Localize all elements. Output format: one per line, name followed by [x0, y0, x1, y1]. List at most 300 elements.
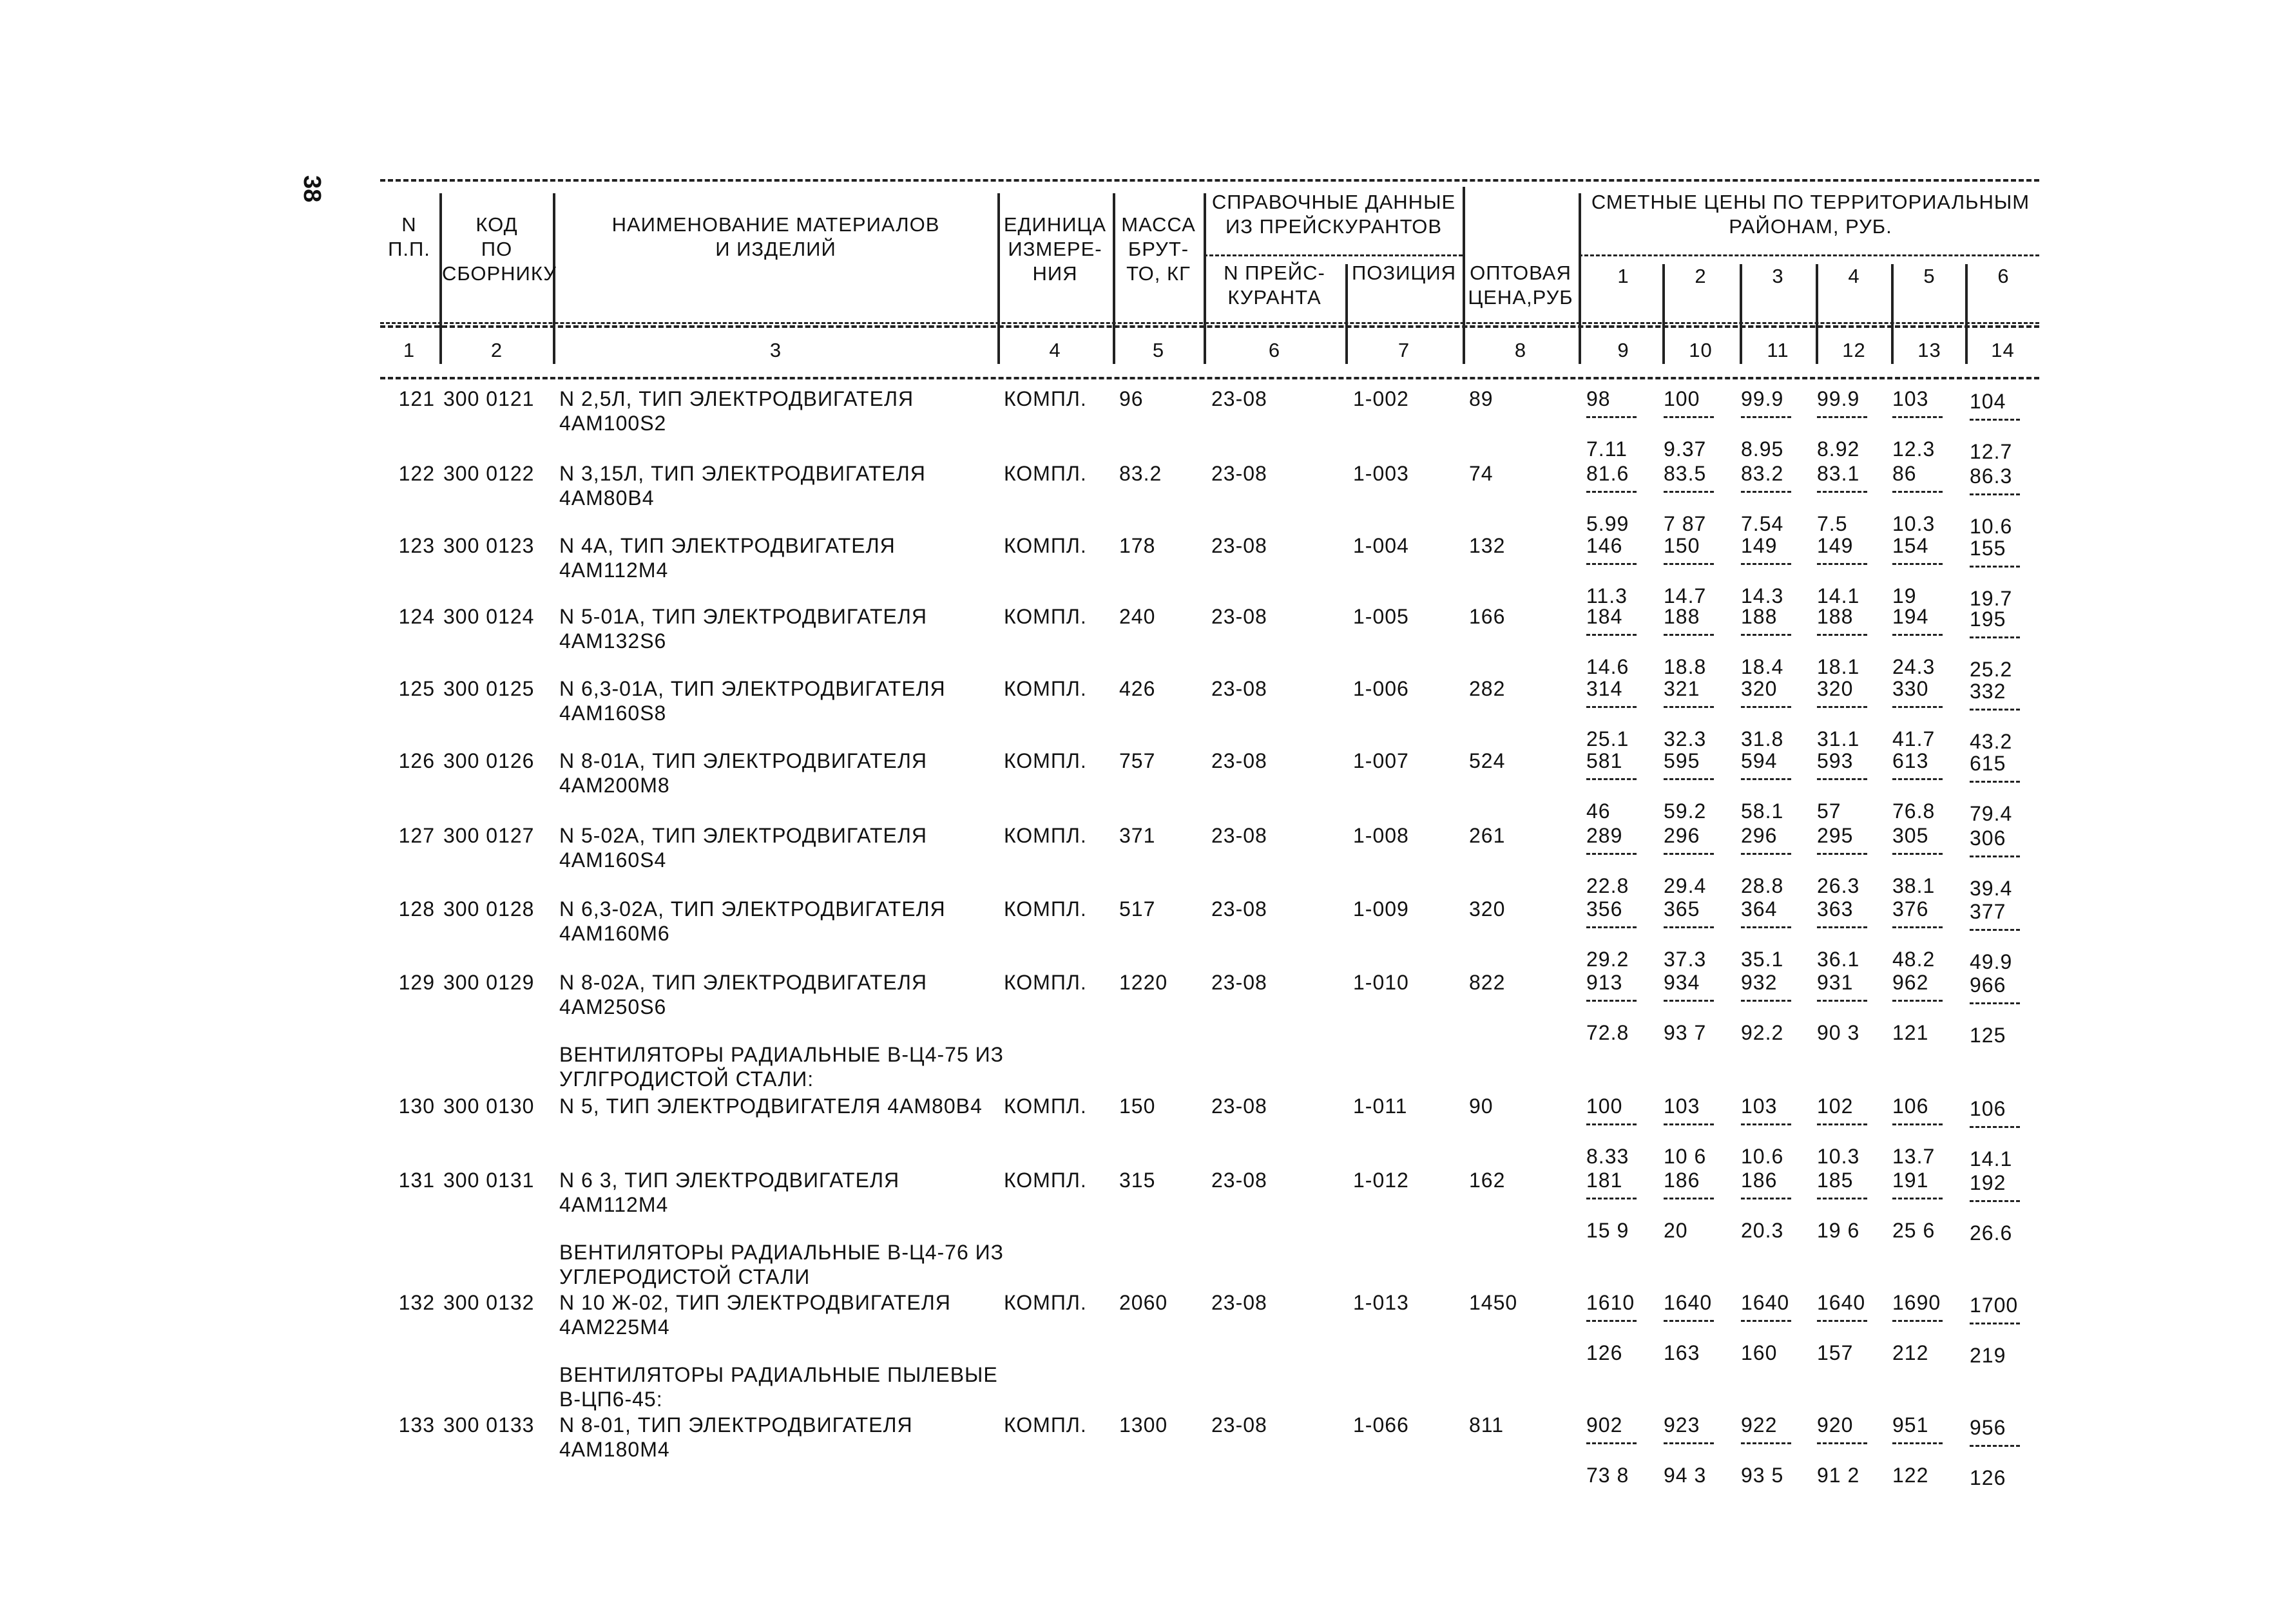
region-wage-3: 10.6: [1741, 1145, 1784, 1168]
fraction-line: [1970, 781, 2020, 783]
region-wage-3: 20.3: [1741, 1219, 1784, 1242]
header-region-1: 1: [1617, 265, 1629, 287]
header-rule: [1204, 254, 1463, 256]
header-region-6: 6: [1997, 265, 2010, 287]
fraction-line: [1586, 416, 1637, 418]
fraction-line: [1664, 416, 1714, 418]
header-region-4: 4: [1848, 265, 1860, 287]
row-code: 300 0124: [443, 605, 535, 628]
row-position: 1-011: [1353, 1094, 1408, 1118]
fraction-line: [1817, 926, 1867, 928]
region-wage-4: 157: [1817, 1341, 1854, 1364]
header-n: N П.П.: [388, 213, 430, 260]
fraction-line: [1586, 1000, 1637, 1002]
region-price-6: 86.3: [1970, 464, 2013, 488]
column-number-4: 4: [1049, 339, 1061, 361]
row-number: 122: [398, 462, 435, 485]
row-code: 300 0121: [443, 387, 535, 410]
region-price-1: 356: [1586, 897, 1623, 921]
row-pricelist: 23-08: [1211, 1094, 1267, 1118]
row-number: 132: [398, 1291, 435, 1314]
row-unit: КОМПЛ.: [1004, 1169, 1087, 1192]
region-wage-3: 7.54: [1741, 512, 1784, 535]
region-price-2: 150: [1664, 534, 1700, 557]
fraction-line: [1817, 1123, 1867, 1125]
row-wholesale-price: 320: [1469, 897, 1506, 921]
row-name: N 10 Ж-02, ТИП ЭЛЕКТРОДВИГАТЕЛЯ: [559, 1291, 951, 1314]
region-wage-1: 15 9: [1586, 1219, 1629, 1242]
row-pricelist: 23-08: [1211, 677, 1267, 700]
region-wage-6: 25.2: [1970, 658, 2013, 681]
region-price-5: 613: [1892, 749, 1929, 772]
region-price-1: 184: [1586, 605, 1623, 628]
row-name: N 5-01А, ТИП ЭЛЕКТРОДВИГАТЕЛЯ: [559, 605, 927, 628]
region-price-4: 320: [1817, 677, 1854, 700]
region-wage-2: 20: [1664, 1219, 1688, 1242]
row-position: 1-009: [1353, 897, 1409, 921]
fraction-line: [1664, 1198, 1714, 1199]
region-wage-3: 93 5: [1741, 1464, 1784, 1487]
region-price-2: 595: [1664, 749, 1700, 772]
row-unit: КОМПЛ.: [1004, 1291, 1087, 1314]
section-title: ВЕНТИЛЯТОРЫ РАДИАЛЬНЫЕ В-Ц4-75 ИЗ УГЛГРОДИСТОЙ СТАЛИ:: [559, 1043, 1004, 1091]
row-wholesale-price: 811: [1469, 1413, 1504, 1437]
region-price-5: 86: [1892, 462, 1917, 485]
region-price-6: 155: [1970, 537, 2006, 560]
row-position: 1-006: [1353, 677, 1409, 700]
row-mass: 757: [1119, 749, 1156, 772]
fraction-line: [1741, 926, 1791, 928]
fraction-line: [1892, 1320, 1943, 1322]
region-wage-3: 31.8: [1741, 727, 1784, 750]
column-number-5: 5: [1152, 339, 1165, 361]
row-name-type: 4АМ200М8: [559, 774, 670, 797]
column-number-1: 1: [403, 339, 416, 361]
region-wage-5: 10.3: [1892, 512, 1936, 535]
region-price-3: 594: [1741, 749, 1778, 772]
fraction-line: [1970, 566, 2020, 568]
header-position: ПОЗИЦИЯ: [1352, 262, 1456, 284]
region-wage-6: 219: [1970, 1344, 2006, 1367]
fraction-line: [1970, 855, 2020, 857]
column-number-14: 14: [1991, 339, 2015, 361]
row-position: 1-013: [1353, 1291, 1409, 1314]
region-wage-1: 8.33: [1586, 1145, 1629, 1168]
column-number-7: 7: [1398, 339, 1410, 361]
row-unit: КОМПЛ.: [1004, 677, 1087, 700]
row-code: 300 0131: [443, 1169, 535, 1192]
region-price-3: 149: [1741, 534, 1778, 557]
row-mass: 240: [1119, 605, 1156, 628]
region-price-6: 615: [1970, 752, 2006, 775]
column-number-8: 8: [1514, 339, 1527, 361]
region-price-6: 104: [1970, 390, 2006, 413]
region-wage-6: 49.9: [1970, 950, 2013, 973]
column-number-6: 6: [1268, 339, 1281, 361]
region-wage-3: 18.4: [1741, 655, 1784, 678]
row-name-type: 4АМ180М4: [559, 1438, 670, 1461]
region-wage-2: 18.8: [1664, 655, 1707, 678]
row-position: 1-066: [1353, 1413, 1409, 1437]
header-region-5: 5: [1923, 265, 1936, 287]
region-price-3: 364: [1741, 897, 1778, 921]
row-pricelist: 23-08: [1211, 534, 1267, 557]
row-wholesale-price: 282: [1469, 677, 1506, 700]
region-price-6: 956: [1970, 1416, 2006, 1439]
row-name: N 8-01А, ТИП ЭЛЕКТРОДВИГАТЕЛЯ: [559, 749, 927, 772]
region-price-5: 154: [1892, 534, 1929, 557]
row-name-type: 4АМ112М4: [559, 559, 669, 582]
fraction-line: [1586, 778, 1637, 780]
fraction-line: [1892, 1123, 1943, 1125]
fraction-line: [1586, 1198, 1637, 1199]
fraction-line: [1892, 926, 1943, 928]
row-code: 300 0132: [443, 1291, 535, 1314]
region-price-3: 83.2: [1741, 462, 1784, 485]
header-code: КОД ПО СБОРНИКУ: [442, 213, 557, 285]
region-price-1: 314: [1586, 677, 1623, 700]
header-unit: ЕДИНИЦА ИЗМЕРЕ- НИЯ: [1003, 213, 1107, 285]
region-price-5: 103: [1892, 387, 1929, 410]
region-wage-2: 94 3: [1664, 1464, 1707, 1487]
row-pricelist: 23-08: [1211, 387, 1267, 410]
fraction-line: [1892, 706, 1943, 708]
region-wage-6: 43.2: [1970, 730, 2013, 753]
region-price-2: 934: [1664, 971, 1700, 994]
region-wage-4: 31.1: [1817, 727, 1860, 750]
row-number: 123: [398, 534, 435, 557]
region-price-2: 188: [1664, 605, 1700, 628]
region-wage-4: 7.5: [1817, 512, 1848, 535]
row-number: 128: [398, 897, 435, 921]
fraction-line: [1970, 709, 2020, 711]
column-number-3: 3: [769, 339, 782, 361]
region-price-3: 296: [1741, 824, 1778, 847]
region-wage-2: 93 7: [1664, 1021, 1707, 1044]
row-wholesale-price: 261: [1469, 824, 1506, 847]
region-wage-1: 5.99: [1586, 512, 1629, 535]
row-number: 133: [398, 1413, 435, 1437]
row-mass: 178: [1119, 534, 1156, 557]
region-wage-6: 125: [1970, 1024, 2006, 1047]
fraction-line: [1970, 636, 2020, 638]
fraction-line: [1741, 416, 1791, 418]
region-wage-6: 10.6: [1970, 515, 2013, 538]
row-mass: 96: [1119, 387, 1144, 410]
row-unit: КОМПЛ.: [1004, 971, 1087, 994]
region-wage-2: 32.3: [1664, 727, 1707, 750]
region-wage-6: 12.7: [1970, 440, 2013, 463]
row-unit: КОМПЛ.: [1004, 387, 1087, 410]
row-mass: 426: [1119, 677, 1156, 700]
row-pricelist: 23-08: [1211, 897, 1267, 921]
region-wage-2: 163: [1664, 1341, 1700, 1364]
row-code: 300 0127: [443, 824, 535, 847]
row-mass: 517: [1119, 897, 1156, 921]
row-wholesale-price: 74: [1469, 462, 1494, 485]
row-number: 127: [398, 824, 435, 847]
region-wage-4: 26.3: [1817, 874, 1860, 897]
row-number: 121: [398, 387, 435, 410]
region-price-3: 320: [1741, 677, 1778, 700]
region-wage-6: 14.1: [1970, 1147, 2013, 1170]
region-wage-5: 19: [1892, 584, 1917, 607]
fraction-line: [1586, 853, 1637, 855]
fraction-line: [1817, 491, 1867, 493]
row-pricelist: 23-08: [1211, 824, 1267, 847]
region-wage-6: 39.4: [1970, 877, 2013, 900]
region-price-4: 363: [1817, 897, 1854, 921]
section-title: ВЕНТИЛЯТОРЫ РАДИАЛЬНЫЕ ПЫЛЕВЫЕ В-ЦП6-45:: [559, 1363, 998, 1411]
header-pricelist: N ПРЕЙС- КУРАНТА: [1224, 262, 1325, 309]
header-regions: СМЕТНЫЕ ЦЕНЫ ПО ТЕРРИТОРИАЛЬНЫМ РАЙОНАМ, РУБ.: [1591, 191, 2030, 238]
region-wage-1: 126: [1586, 1341, 1623, 1364]
region-wage-3: 8.95: [1741, 437, 1784, 461]
region-price-3: 103: [1741, 1094, 1778, 1118]
fraction-line: [1586, 926, 1637, 928]
fraction-line: [1817, 634, 1867, 636]
row-position: 1-008: [1353, 824, 1409, 847]
region-price-6: 377: [1970, 900, 2006, 923]
region-price-1: 98: [1586, 387, 1611, 410]
row-mass: 1300: [1119, 1413, 1168, 1437]
region-wage-1: 22.8: [1586, 874, 1629, 897]
section-title: ВЕНТИЛЯТОРЫ РАДИАЛЬНЫЕ В-Ц4-76 ИЗ УГЛЕРОДИСТОЙ СТАЛИ: [559, 1241, 1004, 1288]
column-divider: [1579, 193, 1581, 364]
row-wholesale-price: 162: [1469, 1169, 1506, 1192]
region-wage-1: 14.6: [1586, 655, 1629, 678]
row-code: 300 0128: [443, 897, 535, 921]
region-price-1: 581: [1586, 749, 1623, 772]
fraction-line: [1741, 706, 1791, 708]
region-price-1: 902: [1586, 1413, 1623, 1437]
region-price-2: 1640: [1664, 1291, 1713, 1314]
region-price-1: 181: [1586, 1169, 1623, 1192]
region-price-5: 106: [1892, 1094, 1929, 1118]
region-price-3: 922: [1741, 1413, 1778, 1437]
row-position: 1-005: [1353, 605, 1409, 628]
row-unit: КОМПЛ.: [1004, 1413, 1087, 1437]
row-pricelist: 23-08: [1211, 971, 1267, 994]
fraction-line: [1664, 853, 1714, 855]
row-name-type: 4АМ160М6: [559, 922, 670, 945]
row-name: N 8-01, ТИП ЭЛЕКТРОДВИГАТЕЛЯ: [559, 1413, 913, 1437]
row-name-type: 4АМ100S2: [559, 412, 667, 435]
region-wage-1: 73 8: [1586, 1464, 1629, 1487]
fraction-line: [1970, 929, 2020, 931]
fraction-line: [1970, 1200, 2020, 1202]
region-price-2: 100: [1664, 387, 1700, 410]
row-number: 130: [398, 1094, 435, 1118]
fraction-line: [1892, 1442, 1943, 1444]
fraction-line: [1586, 563, 1637, 565]
fraction-line: [1817, 1320, 1867, 1322]
fraction-line: [1586, 1320, 1637, 1322]
row-number: 129: [398, 971, 435, 994]
region-wage-2: 14.7: [1664, 584, 1707, 607]
fraction-line: [1741, 778, 1791, 780]
header-ref: СПРАВОЧНЫЕ ДАННЫЕ ИЗ ПРЕЙСКУРАНТОВ: [1211, 191, 1456, 238]
region-price-3: 99.9: [1741, 387, 1784, 410]
fraction-line: [1664, 634, 1714, 636]
fraction-line: [1741, 1442, 1791, 1444]
region-price-1: 81.6: [1586, 462, 1629, 485]
region-wage-6: 79.4: [1970, 802, 2013, 825]
page-number: 38: [298, 175, 325, 203]
region-price-1: 146: [1586, 534, 1623, 557]
region-price-4: 920: [1817, 1413, 1854, 1437]
row-mass: 371: [1119, 824, 1156, 847]
fraction-line: [1741, 1198, 1791, 1199]
region-wage-3: 35.1: [1741, 948, 1784, 971]
row-wholesale-price: 132: [1469, 534, 1506, 557]
fraction-line: [1970, 1323, 2020, 1324]
region-price-2: 321: [1664, 677, 1700, 700]
row-unit: КОМПЛ.: [1004, 824, 1087, 847]
fraction-line: [1817, 416, 1867, 418]
row-number: 131: [398, 1169, 435, 1192]
fraction-line: [1664, 706, 1714, 708]
fraction-line: [1664, 1320, 1714, 1322]
region-price-3: 188: [1741, 605, 1778, 628]
fraction-line: [1664, 1442, 1714, 1444]
table-rule: [380, 377, 2039, 379]
region-price-5: 330: [1892, 677, 1929, 700]
fraction-line: [1892, 563, 1943, 565]
region-price-1: 913: [1586, 971, 1623, 994]
fraction-line: [1586, 634, 1637, 636]
row-code: 300 0133: [443, 1413, 535, 1437]
column-number-12: 12: [1842, 339, 1866, 361]
fraction-line: [1741, 491, 1791, 493]
region-wage-6: 26.6: [1970, 1221, 2013, 1245]
column-number-10: 10: [1689, 339, 1713, 361]
fraction-line: [1817, 1000, 1867, 1002]
region-price-3: 932: [1741, 971, 1778, 994]
row-mass: 2060: [1119, 1291, 1168, 1314]
fraction-line: [1741, 1000, 1791, 1002]
fraction-line: [1970, 419, 2020, 421]
region-wage-5: 12.3: [1892, 437, 1936, 461]
region-price-5: 194: [1892, 605, 1929, 628]
row-wholesale-price: 90: [1469, 1094, 1494, 1118]
fraction-line: [1817, 1198, 1867, 1199]
row-name-type: 4АМ132S6: [559, 629, 667, 653]
column-number-11: 11: [1767, 339, 1789, 361]
region-price-6: 1700: [1970, 1294, 2019, 1317]
fraction-line: [1664, 491, 1714, 493]
region-price-6: 966: [1970, 973, 2006, 997]
row-name: N 6,3-02А, ТИП ЭЛЕКТРОДВИГАТЕЛЯ: [559, 897, 946, 921]
fraction-line: [1817, 706, 1867, 708]
region-wage-2: 9.37: [1664, 437, 1707, 461]
row-name-type: 4АМ160S4: [559, 848, 667, 872]
region-wage-5: 25 6: [1892, 1219, 1936, 1242]
row-number: 124: [398, 605, 435, 628]
row-pricelist: 23-08: [1211, 1169, 1267, 1192]
fraction-line: [1664, 563, 1714, 565]
region-wage-4: 36.1: [1817, 948, 1860, 971]
row-name: N 3,15Л, ТИП ЭЛЕКТРОДВИГАТЕЛЯ: [559, 462, 926, 485]
region-price-4: 188: [1817, 605, 1854, 628]
row-mass: 315: [1119, 1169, 1156, 1192]
region-price-2: 186: [1664, 1169, 1700, 1192]
region-wage-5: 13.7: [1892, 1145, 1936, 1168]
region-wage-2: 59.2: [1664, 799, 1707, 823]
row-mass: 83.2: [1119, 462, 1162, 485]
region-wage-5: 122: [1892, 1464, 1929, 1487]
region-wage-3: 58.1: [1741, 799, 1784, 823]
row-pricelist: 23-08: [1211, 462, 1267, 485]
header-name: НАИМЕНОВАНИЕ МАТЕРИАЛОВ И ИЗДЕЛИЙ: [611, 213, 940, 260]
fraction-line: [1586, 706, 1637, 708]
fraction-line: [1586, 1123, 1637, 1125]
region-wage-3: 14.3: [1741, 584, 1784, 607]
region-price-1: 289: [1586, 824, 1623, 847]
region-wage-5: 121: [1892, 1021, 1929, 1044]
region-wage-4: 14.1: [1817, 584, 1860, 607]
row-wholesale-price: 1450: [1469, 1291, 1518, 1314]
row-position: 1-004: [1353, 534, 1409, 557]
region-wage-4: 57: [1817, 799, 1841, 823]
fraction-line: [1892, 1000, 1943, 1002]
region-price-4: 83.1: [1817, 462, 1860, 485]
row-code: 300 0122: [443, 462, 535, 485]
fraction-line: [1892, 416, 1943, 418]
row-name: N 6,3-01А, ТИП ЭЛЕКТРОДВИГАТЕЛЯ: [559, 677, 946, 700]
fraction-line: [1741, 563, 1791, 565]
row-number: 125: [398, 677, 435, 700]
region-wage-1: 7.11: [1586, 437, 1628, 461]
fraction-line: [1892, 634, 1943, 636]
region-wage-5: 38.1: [1892, 874, 1936, 897]
fraction-line: [1970, 1126, 2020, 1128]
region-price-4: 931: [1817, 971, 1854, 994]
fraction-line: [1586, 491, 1637, 493]
row-wholesale-price: 166: [1469, 605, 1506, 628]
fraction-line: [1741, 1320, 1791, 1322]
region-wage-1: 11.3: [1586, 584, 1628, 607]
fraction-line: [1892, 1198, 1943, 1199]
region-price-5: 305: [1892, 824, 1929, 847]
column-number-2: 2: [490, 339, 503, 361]
fraction-line: [1586, 1442, 1637, 1444]
region-wage-5: 41.7: [1892, 727, 1936, 750]
header-wholesale: ОПТОВАЯ ЦЕНА,РУБ: [1468, 262, 1573, 309]
fraction-line: [1664, 1123, 1714, 1125]
region-price-2: 296: [1664, 824, 1700, 847]
region-price-2: 103: [1664, 1094, 1700, 1118]
region-wage-1: 25.1: [1586, 727, 1629, 750]
region-price-5: 376: [1892, 897, 1929, 921]
row-unit: КОМПЛ.: [1004, 1094, 1087, 1118]
row-code: 300 0123: [443, 534, 535, 557]
row-name-type: 4АМ250S6: [559, 995, 667, 1018]
row-mass: 150: [1119, 1094, 1156, 1118]
header-rule: [1579, 254, 2039, 256]
row-pricelist: 23-08: [1211, 605, 1267, 628]
row-position: 1-012: [1353, 1169, 1409, 1192]
table-rule: [380, 179, 2039, 182]
row-code: 300 0126: [443, 749, 535, 772]
region-price-5: 962: [1892, 971, 1929, 994]
header-region-2: 2: [1695, 265, 1707, 287]
region-wage-4: 91 2: [1817, 1464, 1860, 1487]
fraction-line: [1970, 1445, 2020, 1447]
fraction-line: [1817, 853, 1867, 855]
fraction-line: [1817, 778, 1867, 780]
fraction-line: [1892, 778, 1943, 780]
